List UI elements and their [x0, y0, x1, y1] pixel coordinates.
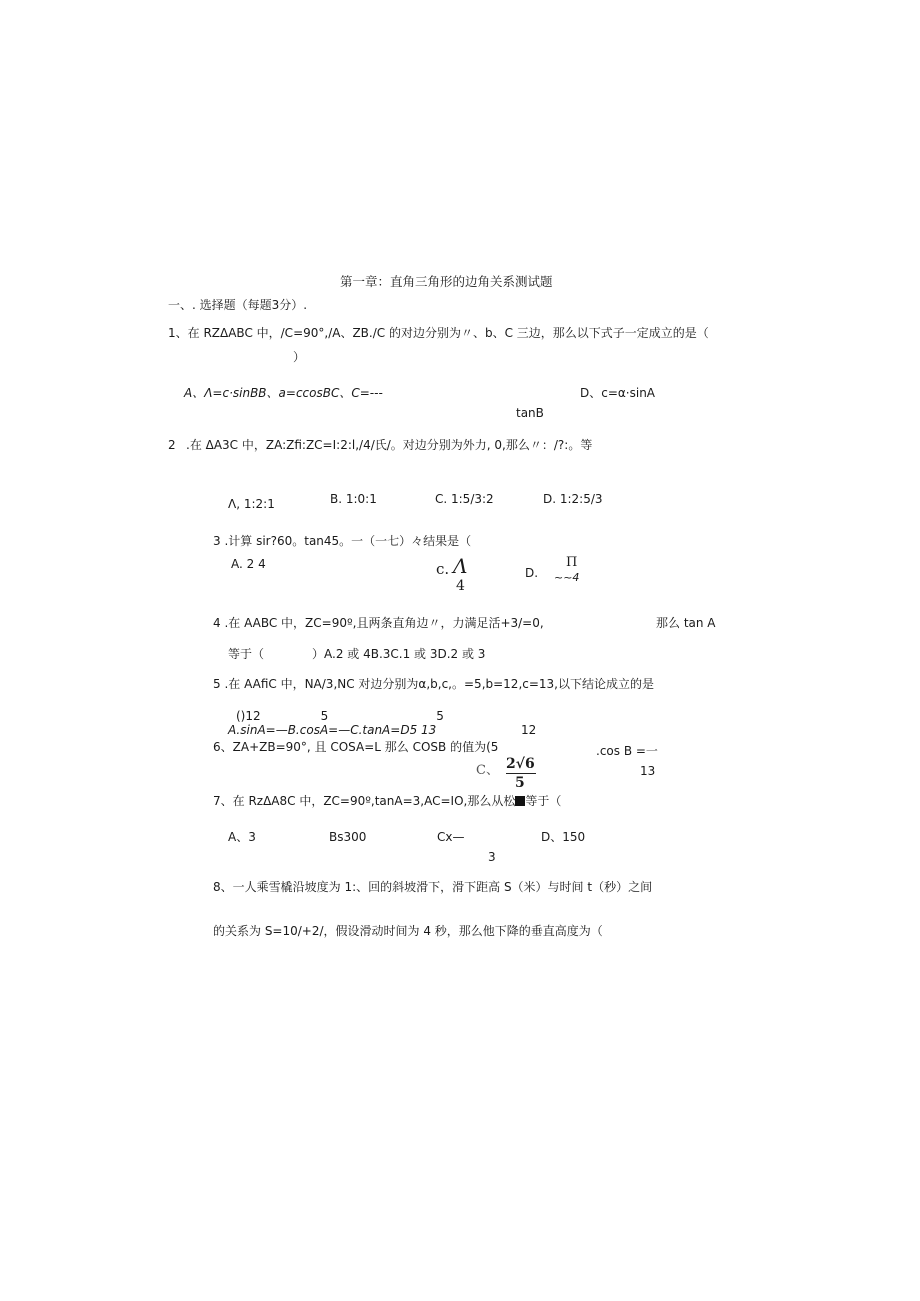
question-6-stem: 6、ZA+ZB=90°, 且 COSA=L 那么 COSB 的值为(5	[213, 740, 499, 754]
question-6-right: .cos B =一	[596, 744, 658, 758]
question-3-option-d-symbol: Π	[566, 555, 578, 570]
question-8-line2: 的关系为 S=10/+2/，假设滑动时间为 4 秒，那么他下降的垂直高度为（	[213, 924, 603, 938]
question-7-stem-end: 等于（	[525, 794, 562, 808]
question-3-option-d-denominator: ~~4	[554, 571, 580, 584]
question-4-options: 等于（ ）A.2 或 4B.3C.1 或 3D.2 或 3	[228, 647, 486, 661]
section-heading: 一、. 选择题（每题3分）.	[168, 298, 308, 312]
question-7-option-b: Bs300	[329, 830, 367, 844]
question-1-tanB: tanB	[516, 406, 544, 420]
question-3-option-c-symbol: Λ	[453, 554, 468, 578]
question-2-stem: .在 ΔA3C 中，ZA:Zfi:ZC=I:2:l,/4/氏/。对边分别为外力, 0,那么〃：/?:。等	[186, 438, 593, 452]
question-7-stem-text: 7、在 RzΔA8C 中，ZC=90º,tanA=3,AC=IO,那么从松	[213, 794, 516, 808]
page-title: 第一章：直角三角形的边角关系测试题	[340, 274, 553, 289]
question-1-stem: 1、在 RZΔABC 中，/C=90°,/A、ZB./C 的对边分别为〃、b、C 三边，那么以下式子一定成立的是（	[168, 326, 709, 340]
question-3-option-c-label: c.	[436, 560, 450, 578]
filled-square-icon	[515, 796, 525, 806]
question-1-options-abc: A、Λ=c·sinBB、a=ccosBC、C=---	[184, 386, 383, 400]
question-2-option-b: B. 1:0:1	[330, 492, 377, 506]
question-7-option-d: D、150	[541, 830, 586, 844]
question-5-numerators: ()12 5 5	[236, 709, 444, 723]
question-6-right-denominator: 13	[640, 764, 656, 778]
question-5-stem: 5 .在 AAfiC 中，NA/3,NC 对边分别为α,b,c,。=5,b=12,c=13,以下结论成立的是	[213, 677, 654, 691]
question-3-stem: 3 .计算 sir?60。tan45。一（一七）々结果是（	[213, 534, 472, 548]
question-3-option-d-label: D.	[525, 566, 539, 580]
question-2-option-a: Λ, 1:2:1	[228, 497, 275, 511]
question-5-twelve: 12	[521, 723, 537, 737]
question-1-option-d: D、c=α·sinA	[580, 386, 656, 400]
question-6-option-c-denominator: 5	[515, 775, 525, 791]
question-3-option-c-denominator: 4	[456, 578, 465, 594]
question-2-number: 2	[168, 438, 176, 452]
question-4-stem: 4 .在 AABC 中，ZC=90º,且两条直角边〃，力满足活+3/=0,	[213, 616, 544, 630]
question-1-close: ）	[293, 350, 306, 364]
question-6-option-c-numerator: 2√6	[506, 756, 535, 772]
question-8-line1: 8、一人乘雪橇沿坡度为 1:、回的斜坡滑下，滑下距高 S（米）与时间 t（秒）之间	[213, 880, 653, 894]
question-6-fraction-bar	[506, 773, 536, 774]
question-7-option-a: A、3	[228, 830, 256, 844]
question-6-option-c-label: C、	[476, 763, 499, 778]
question-7-option-c: Cx—	[437, 830, 465, 844]
question-5-options: A.sinA=—B.cosA=—C.tanA=D5 13	[228, 723, 437, 737]
question-2-option-c: C. 1:5/3:2	[435, 492, 494, 506]
question-3-option-a: A. 2 4	[231, 557, 266, 571]
question-7-option-c-denominator: 3	[488, 850, 496, 864]
question-7-stem	[213, 795, 561, 807]
question-4-right: 那么 tan A	[656, 616, 716, 630]
question-2-option-d: D. 1:2:5/3	[543, 492, 603, 506]
